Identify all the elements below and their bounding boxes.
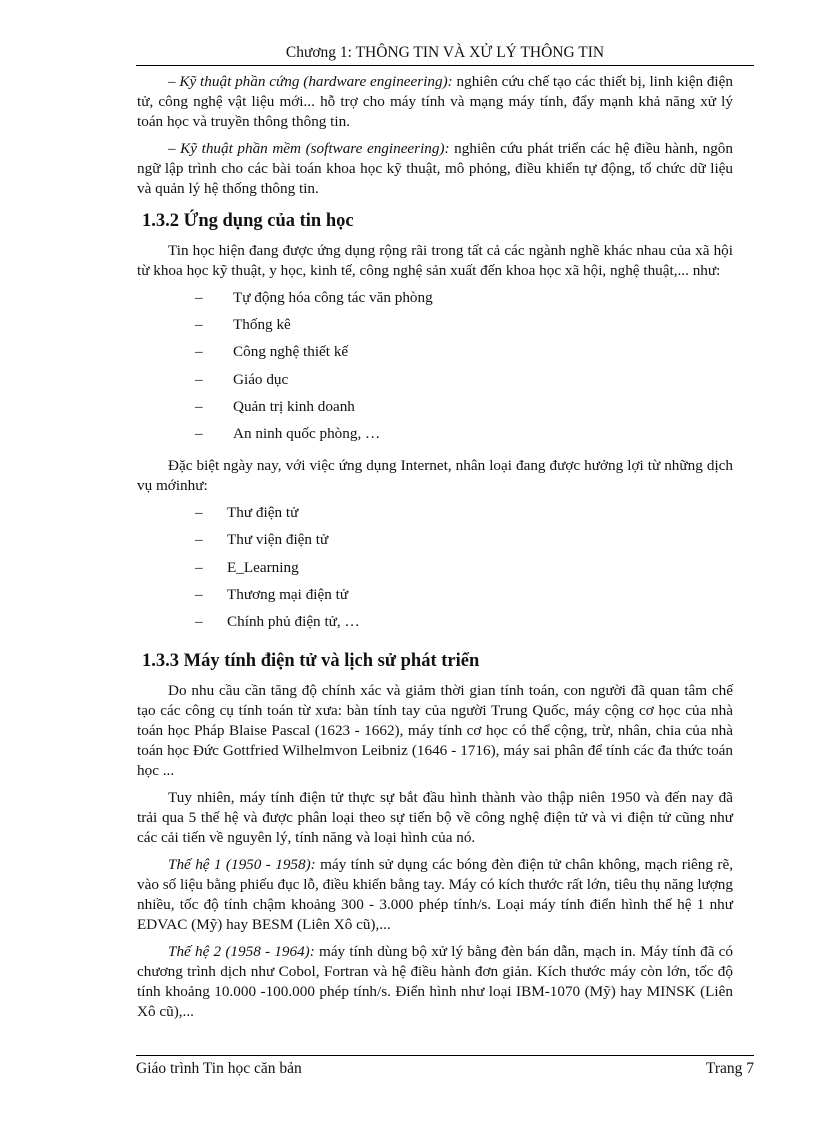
heading-1-3-2: 1.3.2 Ứng dụng của tin học <box>142 211 354 231</box>
dash-bullet: – <box>195 504 203 522</box>
footer-book-title: Giáo trình Tin học căn bản <box>136 1060 302 1077</box>
list-item-text: An ninh quốc phòng, … <box>233 424 381 442</box>
list-item <box>137 558 733 585</box>
dash-bullet: – <box>195 612 203 630</box>
hardware-lead: – Kỹ thuật phần cứng (hardware engineering): <box>168 73 453 90</box>
generation-2-text: máy tính dùng bộ xử lý bằng đèn bán dẫn, mạch in. Máy tính đã có chương trình dịch như Cobol, Fortran và hệ điều hành đơn giản. Kích thước máy còn lớn, tốc độ tính khoảng 10.000 -100.000 phép tính/s. Điển hình như loại IBM-1070 (Mỹ) hay MINSK (Liên Xô cũ),... <box>137 943 733 1021</box>
paragraph-history-1: Do nhu cầu cần tăng độ chính xác và giảm thời gian tính toán, con người đã quan tâm chế tạo các công cụ tính toán từ xưa: bàn tính tay của người Trung Quốc, máy cộng cơ học của nhà toán học Pháp Blaise Pascal (1623 - 1662), máy tính cơ học có thể cộng, trừ, nhân, chia của nhà toán học Đức Gottfried Wilhelmvon Leibniz (1646 - 1716), máy sai phân để tính các đa thức toán học ... <box>137 682 733 780</box>
list-item-text: Thương mại điện tử <box>227 585 349 603</box>
list-item <box>137 424 733 451</box>
dash-bullet: – <box>195 343 203 361</box>
list-item-text: E_Learning <box>227 558 299 576</box>
dash-bullet: – <box>195 558 203 576</box>
list-item <box>137 288 733 315</box>
dash-bullet: – <box>195 397 203 415</box>
paragraph-history-2: Tuy nhiên, máy tính điện tử thực sự bắt đầu hình thành vào thập niên 1950 và đến nay đã trải qua 5 thế hệ và được phân loại theo sự tiến bộ về công nghệ điện tử và vi điện tử cũng như các cải tiến về nguyên lý, tính năng và loại hình của nó. <box>137 789 733 847</box>
page-content <box>137 72 733 1029</box>
list-item <box>137 612 733 639</box>
dash-bullet: – <box>195 424 203 442</box>
list-item <box>137 315 733 342</box>
page-footer <box>136 1055 754 1078</box>
paragraph-generation-2 <box>137 942 733 1022</box>
list-item-text: Thống kê <box>233 316 291 334</box>
header-title: Chương 1: THÔNG TIN VÀ XỬ LÝ THÔNG TIN <box>285 44 605 61</box>
hardware-text: nghiên cứu chế tạo các thiết bị, linh kiện điện tử, công nghệ vật liệu mới... hỗ trợ cho máy tính và mạng máy tính, đẩy mạnh khả năng xử lý toán học và truyền thông thông tin. <box>137 73 733 130</box>
paragraph-software <box>137 139 733 199</box>
generation-2-lead: Thế hệ 2 (1958 - 1964): <box>168 943 315 961</box>
list-item-text: Quản trị kinh doanh <box>233 397 355 415</box>
generation-1-text: máy tính sử dụng các bóng đèn điện tử chân không, mạch riêng rẽ, vào số liệu bằng phiếu đục lỗ, điều khiển bằng tay. Máy có kích thước rất lớn, tiêu thụ năng lượng nhiều, tốc độ tính chậm khoảng 300 - 3.000 phép tính/s. Loại máy tính điển hình thế hệ 1 như EDVAC (Mỹ) hay BESM (Liên Xô cũ),... <box>137 856 733 934</box>
generation-1-lead: Thế hệ 1 (1950 - 1958): <box>168 856 316 874</box>
heading-1-3-3: 1.3.3 Máy tính điện tử và lịch sử phát triển <box>142 651 480 672</box>
page-header <box>136 44 754 66</box>
dash-bullet: – <box>195 531 203 549</box>
list-item-text: Tự động hóa công tác văn phòng <box>233 289 433 306</box>
list-item <box>137 397 733 424</box>
paragraph-hardware <box>137 72 733 132</box>
internet-services-list <box>137 503 733 639</box>
paragraph-applications-intro: Tin học hiện đang được ứng dụng rộng rãi trong tất cả các ngành nghề khác nhau của xã hội từ khoa học kỹ thuật, y học, kinh tế, công nghệ sản xuất đến khoa học xã hội, nghệ thuật,... như: <box>137 242 733 279</box>
list-item-text: Thư điện tử <box>227 504 299 522</box>
applications-list <box>137 288 733 451</box>
paragraph-internet-intro: Đặc biệt ngày nay, với việc ứng dụng Internet, nhân loại đang được hưởng lợi từ những dịch vụ mớinhư: <box>137 457 733 495</box>
dash-bullet: – <box>195 289 203 306</box>
list-item <box>137 370 733 397</box>
list-item <box>137 530 733 557</box>
dash-bullet: – <box>195 370 203 388</box>
list-item <box>137 342 733 369</box>
footer-page-number: Trang 7 <box>705 1060 754 1077</box>
list-item <box>137 503 733 530</box>
list-item-text: Công nghệ thiết kế <box>233 343 349 361</box>
list-item-text: Thư viện điện tử <box>227 531 329 549</box>
software-text: nghiên cứu phát triển các hệ điều hành, ngôn ngữ lập trình cho các bài toán khoa học kỹ thuật, mô phỏng, điều khiển tự động, tổ chức dữ liệu và quản lý hệ thống thông tin. <box>137 140 733 197</box>
list-item-text: Giáo dục <box>233 370 289 388</box>
paragraph-generation-1 <box>137 855 733 935</box>
list-item-text: Chính phủ điện tử, … <box>227 612 360 630</box>
dash-bullet: – <box>195 585 203 603</box>
list-item <box>137 585 733 612</box>
dash-bullet: – <box>195 316 203 334</box>
software-lead: – Kỹ thuật phần mềm (software engineering): <box>168 140 450 157</box>
